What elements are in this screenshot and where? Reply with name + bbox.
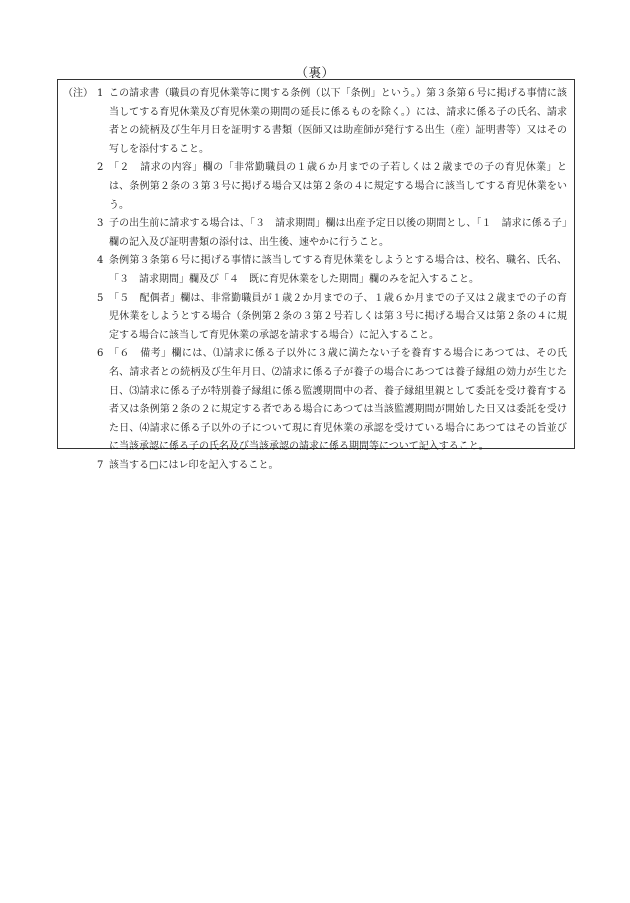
note-item <box>58 457 574 476</box>
note-item <box>58 215 574 252</box>
note-number: 5 <box>97 292 104 304</box>
notes-list <box>58 85 574 475</box>
note-text: この請求書（職員の育児休業等に関する条例（以下「条例」という。）第３条第６号に掲げる事情に該当してする育児休業及び育児休業の期間の延長に係るものを除く。）には、請求に係る子の氏名、請求者との続柄及び生年月日を証明する書類（医師又は助産師が発行する出生（産）証明書等）又はその写しを添付すること。 <box>109 88 567 155</box>
note-number: 3 <box>97 218 104 230</box>
note-text: 該当する□にはレ印を記入すること。 <box>109 459 279 471</box>
note-item <box>58 85 574 159</box>
note-number: 2 <box>97 162 104 174</box>
note-number: 4 <box>97 255 104 267</box>
note-number: 6 <box>97 348 104 360</box>
note-text: 条例第３条第６号に掲げる事情に該当してする育児休業をしようとする場合は、校名、職名、氏名、「３ 請求期間」欄及び「４ 既に育児休業をした期間」欄のみを記入すること。 <box>109 255 567 285</box>
note-text: 「２ 請求の内容」欄の「非常勤職員の１歳６か月までの子若しくは２歳までの子の育児休業」とは、条例第２条の３第３号に掲げる場合又は第２条の４に規定する場合に該当してする育児休業をいう。 <box>109 162 567 211</box>
note-number: 1 <box>97 88 104 99</box>
note-text: 子の出生前に請求する場合は、「３ 請求期間」欄は出産予定日以後の期間とし、「１ 請求に係る子」欄の記入及び証明書類の添付は、出生後、速やかに行うこと。 <box>109 218 567 248</box>
page-heading: （裏） <box>295 65 335 80</box>
note-item <box>58 252 574 289</box>
note-item <box>58 290 574 346</box>
note-item <box>58 159 574 215</box>
note-item <box>58 345 574 457</box>
note-number: 7 <box>97 459 104 471</box>
note-text: 「５ 配偶者」欄は、非常勤職員が１歳２か月までの子、１歳６か月までの子又は２歳までの子の育児休業をしようとする場合（条例第２条の３第２号若しくは第３号に掲げる場合又は第２条の４に規定する場合に該当して育児休業の承認を請求する場合）に記入すること。 <box>109 292 567 341</box>
note-text: 「６ 備考」欄には、⑴請求に係る子以外に３歳に満たない子を養育する場合にあつては、その氏名、請求者との続柄及び生年月日、⑵請求に係る子が養子の場合にあつては養子縁組の効力が生じた日、⑶請求に係る子が特別養子縁組に係る監護期間中の者、養子縁組里親として委託を受け養育する者又は条例第２条の２に規定する者である場合にあつては当該監護期間が開始した日又は委託を受けた日、⑷請求に係る子以外の子について現に育児休業の承認を受けている場合にあつてはその旨並びに当該承認に係る子の氏名及び当該承認の請求に係る期間等について記入すること。 <box>109 348 567 453</box>
notes-label: （注） <box>63 88 93 99</box>
notes-box <box>57 79 575 471</box>
